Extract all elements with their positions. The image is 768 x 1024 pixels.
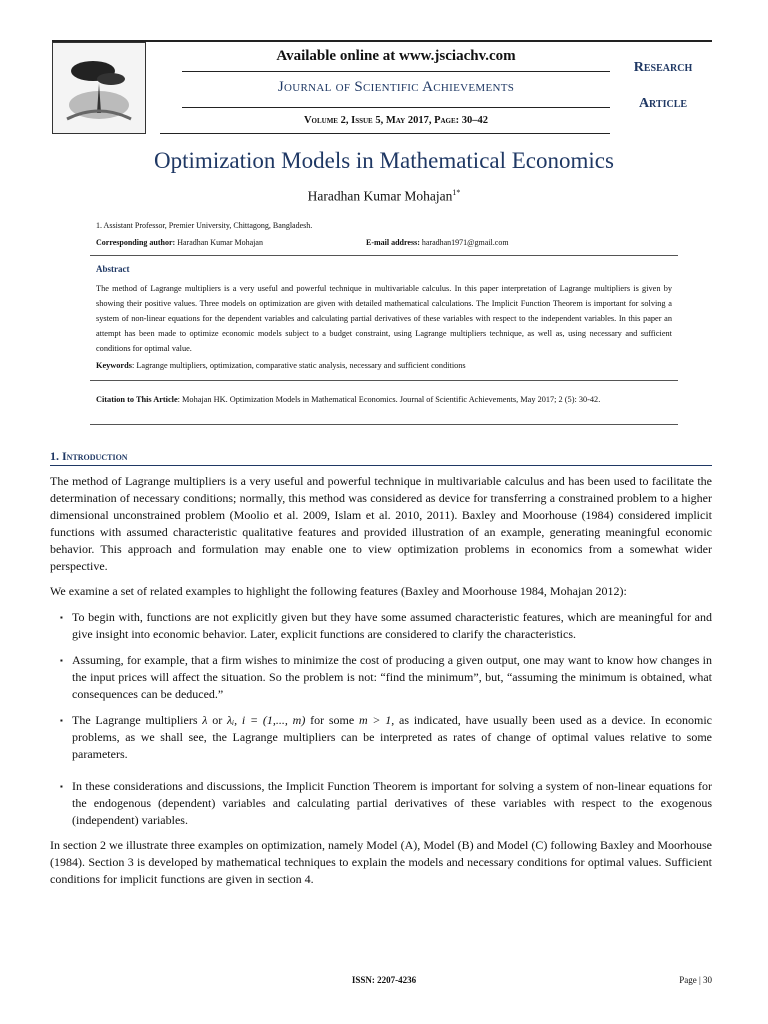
divider xyxy=(90,255,678,256)
journal-name: Journal of Scientific Achievements xyxy=(277,79,515,95)
list-item-text: Assuming, for example, that a firm wishes to minimize the cost of producing a given output, one may want to know how changes in the input prices will affect the situation. So the problem is not: “find the minimum”, but, “assuming the minimum is obtained, what consequences can be deduced.” xyxy=(72,653,712,701)
bullet-icon: ▪ xyxy=(60,782,63,791)
keywords xyxy=(96,361,672,370)
email-label: E-mail address: xyxy=(366,238,420,247)
divider xyxy=(90,380,678,381)
author-line xyxy=(50,188,718,205)
math-index: , i = (1,..., m) xyxy=(234,713,306,727)
list-item-text: , as indicated, have usually been used as a device. In economic problems, as we shall see, the Lagrange multipliers can be interpreted as rates of change of optimal values relative to some parameters. xyxy=(72,713,712,761)
math-m: m > 1 xyxy=(358,713,392,727)
list-item xyxy=(60,652,712,703)
citation-label: Citation to This Article xyxy=(96,395,178,404)
divider xyxy=(90,424,678,425)
paragraph: We examine a set of related examples to highlight the following features (Baxley and Moorhouse 1984, Mohajan 2012): xyxy=(50,584,627,598)
abstract-heading: Abstract xyxy=(96,264,130,274)
page-number: Page | 30 xyxy=(679,975,712,985)
list-item xyxy=(60,712,712,763)
author-superscript: 1* xyxy=(452,188,461,197)
section-rule xyxy=(50,465,712,466)
article-type-article: Article xyxy=(638,96,688,111)
email-address xyxy=(366,238,509,247)
journal-logo xyxy=(52,42,146,134)
list-item-text: To begin with, functions are not explicitly given but they have some assumed characteristic features, which are meaningful for and give insight into economic behavior. Later, explicit functions are considered to clarify the characteristics. xyxy=(72,610,712,641)
author-name: Haradhan Kumar Mohajan xyxy=(307,188,453,204)
affiliation: 1. Assistant Professor, Premier University, Chittagong, Bangladesh. xyxy=(96,221,313,230)
bullet-icon: ▪ xyxy=(60,613,63,622)
list-item-text: In these considerations and discussions, the Implicit Function Theorem is important for solving a system of non-linear equations for the endogenous (dependent) variables and calculating partial derivatives of these variables with respect to the exogenous (independent) variables. xyxy=(72,779,712,827)
available-online-text: Available online at www.jsciachv.com xyxy=(276,48,516,64)
corresponding-name: Haradhan Kumar Mohajan xyxy=(175,238,263,247)
issn: ISSN: 2207-4236 xyxy=(351,975,417,985)
header-divider xyxy=(160,133,610,134)
abstract-text: The method of Lagrange multipliers is a very useful and powerful technique in multivariable calculus. In this paper interpretation of Lagrange multipliers is given by showing their positive values. Three models on optimization are given with detailed mathematical calculations. The Implicit Function Theorem is important for solving a system of non-linear equations for the dependent variables and calculating partial derivatives of these variables with respect to the independent variables. In this paper an attempt has been made to optimize economic models subject to a budget constraint, using Lagrange multipliers technique, as well as, using necessary and sufficient conditions for optimal value. xyxy=(96,284,672,353)
paragraph: In section 2 we illustrate three examples on optimization, namely Model (A), Model (B) and Model (C) following Baxley and Moorhouse (1984). Section 3 is developed by mathematical techniques to explain the models and necessary conditions for optimal values. Sufficient conditions for implicit functions are given in section 4. xyxy=(50,838,712,886)
email-value: haradhan1971@gmail.com xyxy=(419,238,509,247)
header-divider xyxy=(182,107,610,108)
citation-text: : Mohajan HK. Optimization Models in Mathematical Economics. Journal of Scientific Achievements, May 2017; 2 (5): 30-42. xyxy=(177,395,601,404)
citation xyxy=(96,393,672,407)
keywords-text: : Lagrange multipliers, optimization, comparative static analysis, necessary and sufficient conditions xyxy=(131,361,466,370)
tree-logo-icon xyxy=(53,43,145,133)
list-item xyxy=(60,778,712,829)
bullet-icon: ▪ xyxy=(60,716,63,725)
math-lambda: λ xyxy=(202,713,208,727)
list-item-text: The Lagrange multipliers xyxy=(72,713,203,727)
header-divider xyxy=(182,71,610,72)
list-item-text: for some xyxy=(305,713,359,727)
article-type-research: Research xyxy=(633,60,693,75)
volume-info: Volume 2, Issue 5, May 2017, Page: 30–42 xyxy=(303,115,489,126)
section-heading: 1. Introduction xyxy=(50,449,128,463)
paper-title: Optimization Models in Mathematical Economics xyxy=(154,148,614,173)
list-item xyxy=(60,609,712,643)
keywords-label: Keywords xyxy=(96,361,132,370)
math-lambda-i: λᵢ xyxy=(227,713,235,727)
corresponding-label: Corresponding author: xyxy=(96,238,176,247)
header-top-rule xyxy=(52,40,712,42)
bullet-icon: ▪ xyxy=(60,656,63,665)
paragraph: The method of Lagrange multipliers is a very useful and powerful technique in multivariable calculus and has been used to facilitate the determination of necessary conditions; normally, this method was considered as device for transferring a constrained problem to a higher dimensional unconstrained problem (Moolio et al. 2009, Islam et al. 2010, 2011). Baxley and Moorhouse (1984) considered implicit functions with assumed characteristic qualitative features and provided illustration of an example, generating meaningful economic behavior. This approach and formulation may enable one to view optimization problems in economics from a somewhat wider perspective. xyxy=(50,474,712,573)
list-item-text: or xyxy=(207,713,228,727)
corresponding-author xyxy=(96,238,263,247)
